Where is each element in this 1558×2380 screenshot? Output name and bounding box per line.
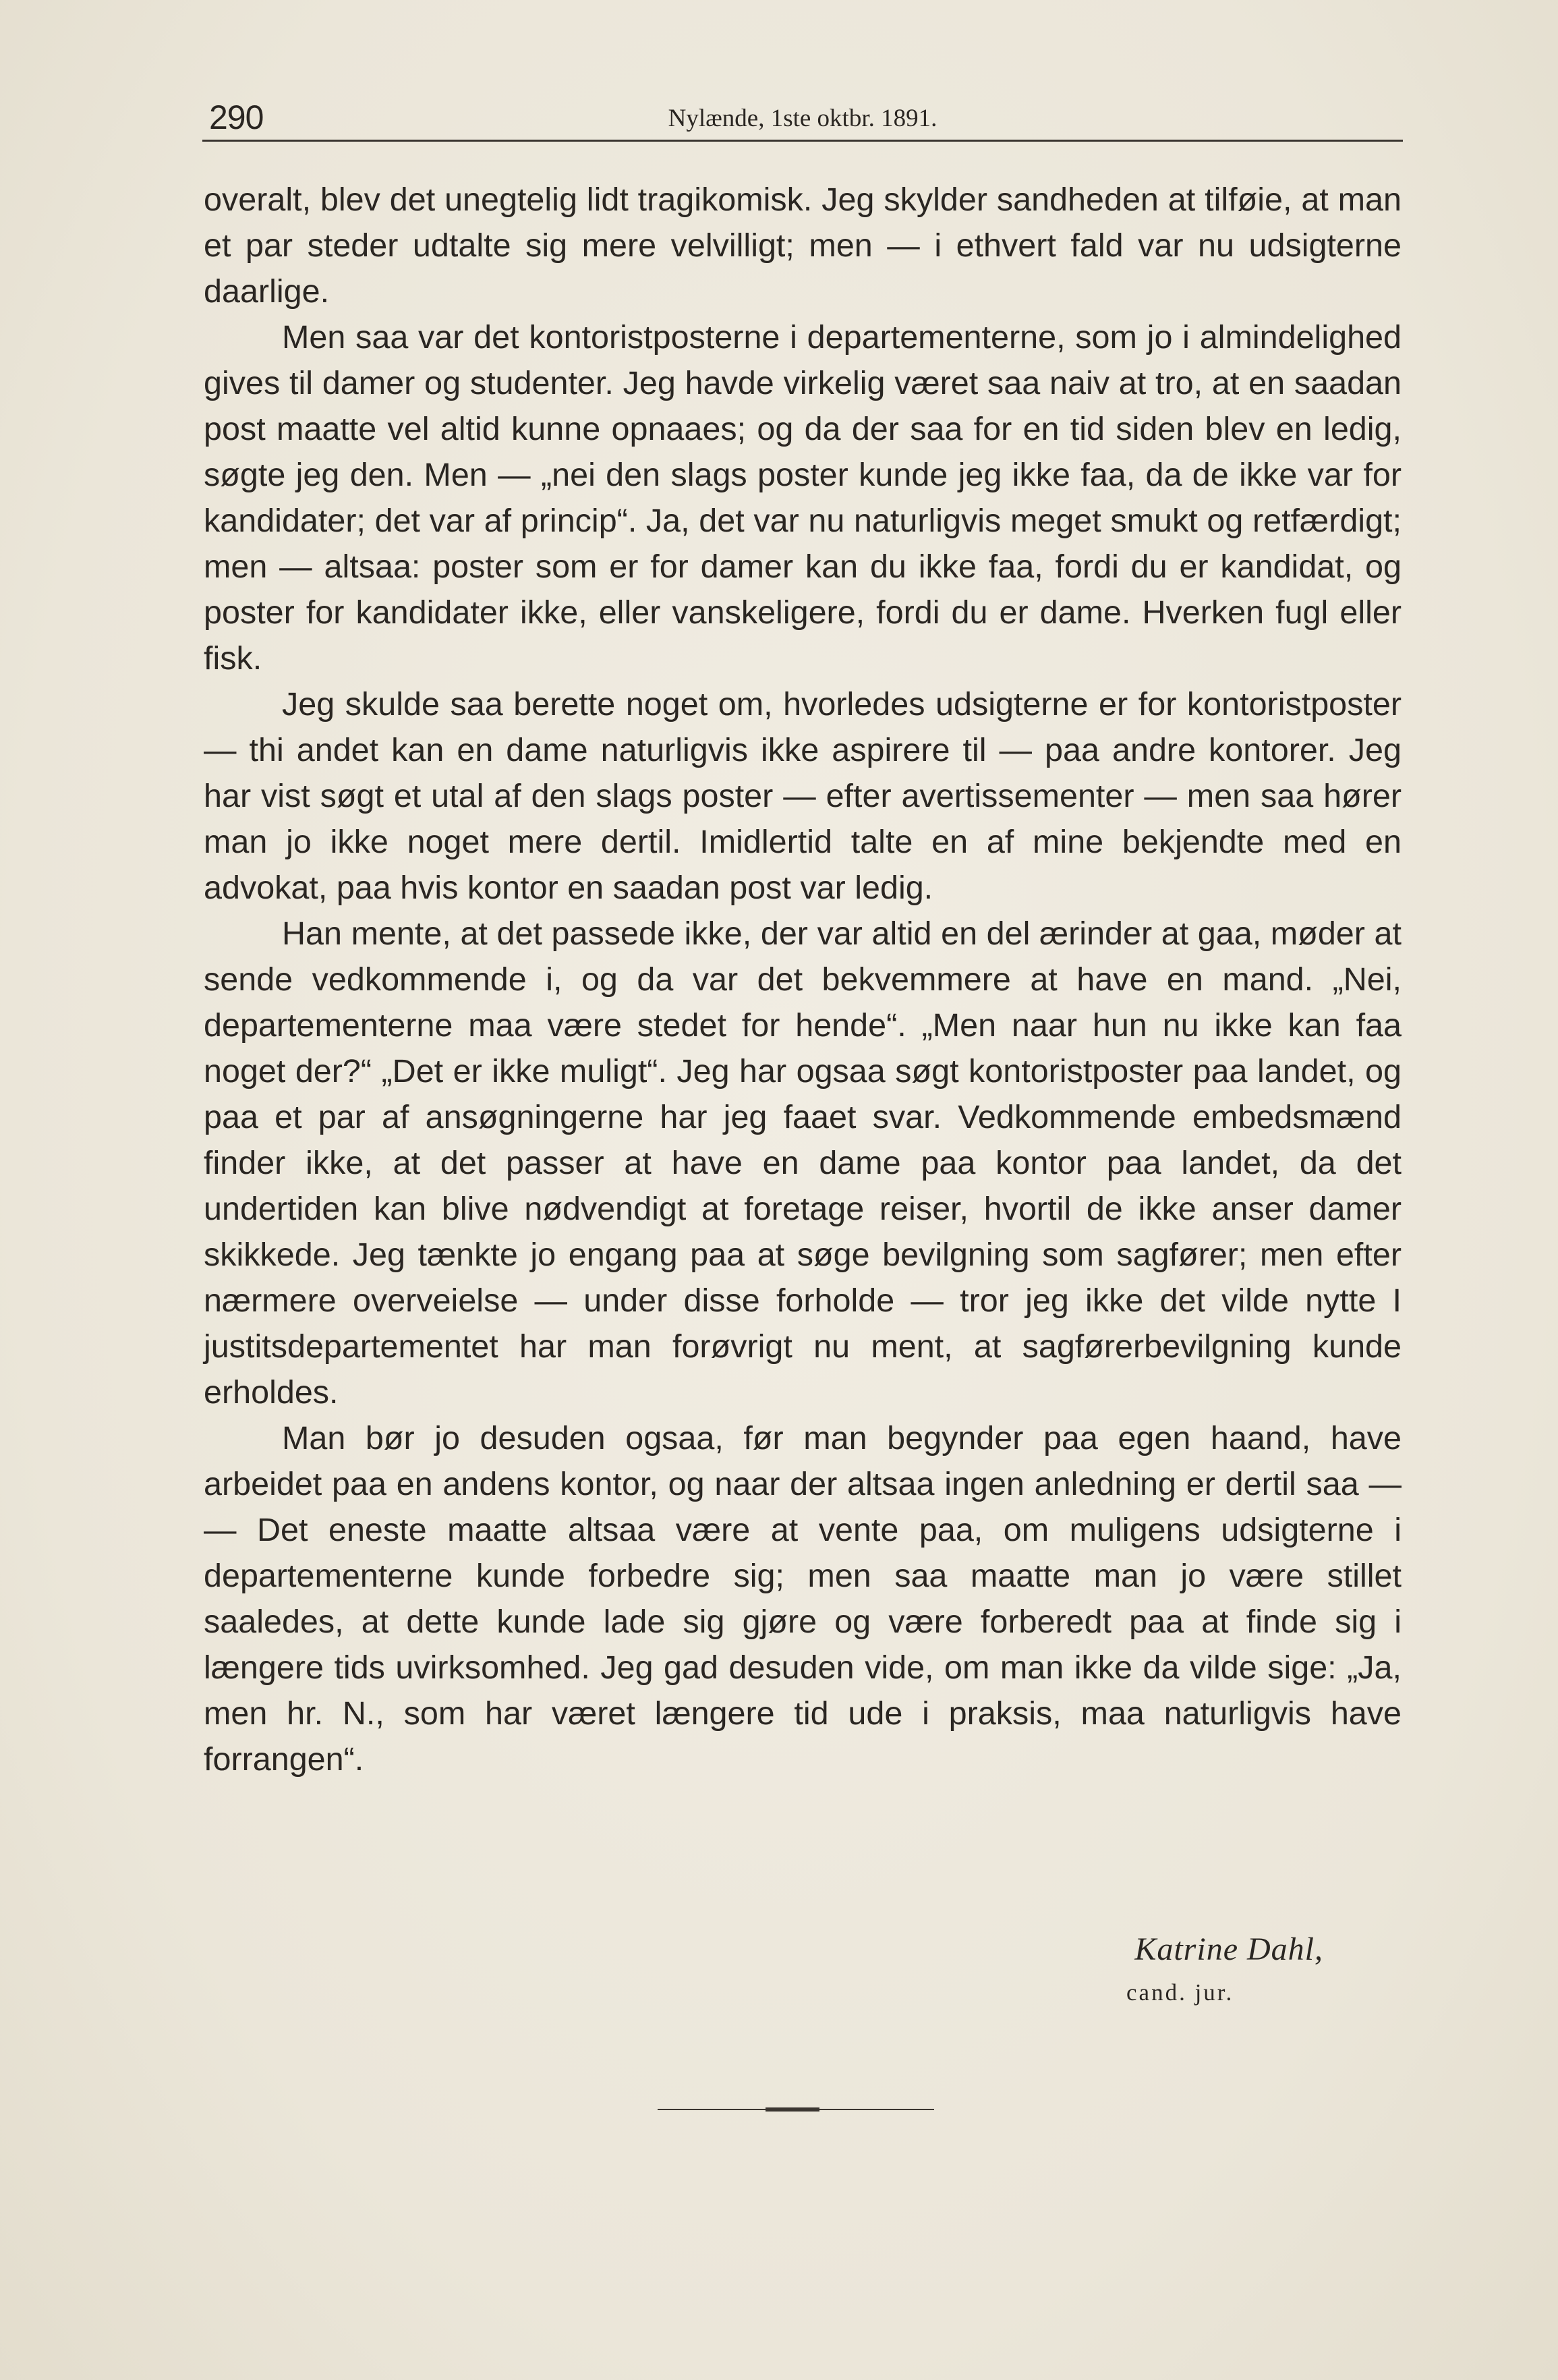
author-degree: cand. jur. (1126, 1979, 1234, 2006)
paragraph-3: Jeg skulde saa berette noget om, hvorledes udsigterne er for kontoristposter — thi andet kan en dame naturligvis ikke aspirere til — paa andre kontorer. Jeg har vist søgt et utal af den slags poster — efter avertissementer — men saa hører man jo ikke noget mere dertil. Imidlertid talte en af mine bekjendte med en advokat, paa hvis kontor en saadan post var ledig. (204, 686, 1402, 906)
page-number: 290 (209, 98, 264, 136)
paragraph-1: overalt, blev det unegtelig lidt tragikomisk. Jeg skylder sandheden at tilføie, at man et par steder udtalte sig mere velvilligt; men — i ethvert fald var nu udsigterne daarlige. (204, 181, 1402, 310)
end-rule-ornament (766, 2107, 819, 2112)
page-header (202, 91, 1403, 142)
running-head: Nylænde, 1ste oktbr. 1891. (668, 105, 937, 132)
article-body (204, 177, 1402, 1782)
author-signature: Katrine Dahl, (1134, 1931, 1323, 1967)
paragraph-4: Han mente, at det passede ikke, der var altid en del ærinder at gaa, møder at sende vedkommende i, og da var det bekvemmere at have en mand. „Nei, departementerne maa være stedet for hende“. „Men naar hun nu ikke kan faa noget der?“ „Det er ikke muligt“. Jeg har ogsaa søgt kontoristposter paa landet, og paa et par af ansøgningerne har jeg faaet svar. Vedkommende embedsmænd finder ikke, at det passer at have en dame paa kontor paa landet, da det undertiden kan blive nødvendigt at foretage reiser, hvortil de ikke anser damer skikkede. Jeg tænkte jo engang paa at søge bevilgning som sagfører; men efter nærmere overveielse — under disse forholde — tror jeg ikke det vilde nytte I justitsdepartementet har man forøvrigt nu ment, at sagførerbevilgning kunde erholdes. (204, 915, 1402, 1411)
paragraph-5: Man bør jo desuden ogsaa, før man begynder paa egen haand, have arbeidet paa en andens kontor, og naar der altsaa ingen anledning er dertil saa — — Det eneste maatte altsaa være at vente paa, om muligens udsigterne i departementerne kunde forbedre sig; men saa maatte man jo være stillet saaledes, at dette kunde lade sig gjøre og være forberedt paa at finde sig i længere tids uvirksomhed. Jeg gad desuden vide, om man ikke da vilde sige: „Ja, men hr. N., som har været længere tid ude i praksis, maa naturligvis have forrangen“. (204, 1420, 1402, 1778)
paragraph-2: Men saa var det kontoristposterne i departementerne, som jo i almindelighed gives til damer og studenter. Jeg havde virkelig været saa naiv at tro, at en saadan post maatte vel altid kunne opnaaes; og da der saa for en tid siden blev en ledig, søgte jeg den. Men — „nei den slags poster kunde jeg ikke faa, da de ikke var for kandidater; det var af princip“. Ja, det var nu naturligvis meget smukt og retfærdigt; men — altsaa: poster som er for damer kan du ikke faa, fordi du er kandidat, og poster for kandidater ikke, eller vanskeligere, fordi du er dame. Hverken fugl eller fisk. (204, 319, 1402, 677)
